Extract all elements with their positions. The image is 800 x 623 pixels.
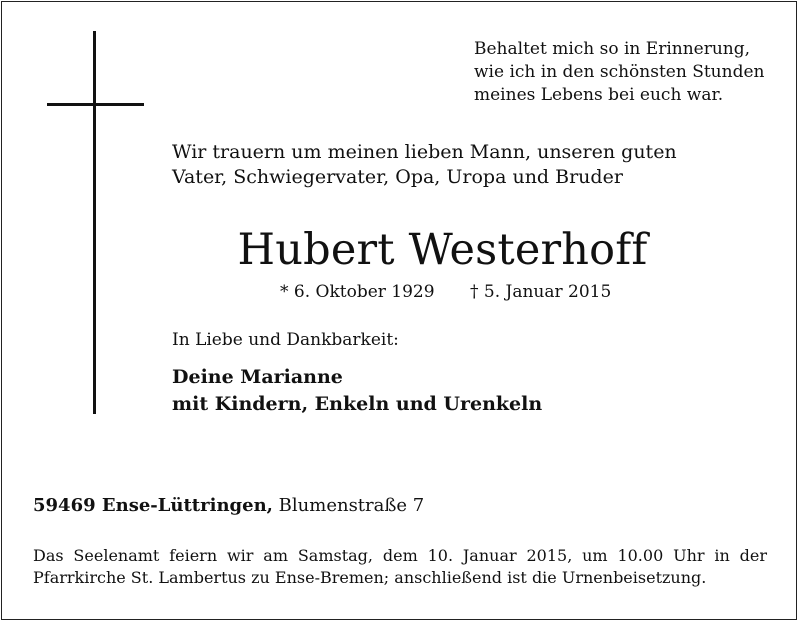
motto-line: meines Lebens bei euch war. [474,85,724,105]
mourners-list [172,364,542,418]
family-address [33,494,424,518]
birth-date: * 6. Oktober 1929 [280,282,435,302]
motto-line: Behaltet mich so in Erinnerung, [474,39,751,59]
motto-line: wie ich in den schönsten Stunden [474,62,765,82]
address-street: Blumenstraße 7 [278,495,425,516]
service-line: Pfarrkirche St. Lambertus zu Ense-Bremen; anschließend ist die Urnenbeisetzung. [33,568,707,587]
death-date: † 5. Januar 2015 [470,282,612,302]
service-line: Das Seelenamt feiern wir am Samstag, dem 10. Januar 2015, um 10.00 Uhr in der [33,546,767,565]
cross-horizontal-beam [47,103,144,106]
intro-line: Vater, Schwiegervater, Opa, Uropa und Bruder [172,166,623,188]
mourning-intro [172,140,732,190]
address-city: 59469 Ense-Lüttringen, [33,495,273,516]
mourner-line: Deine Marianne [172,366,343,388]
life-dates [280,281,612,303]
deceased-name: Hubert Westerhoff [237,225,648,275]
mourner-line: mit Kindern, Enkeln und Urenkeln [172,393,543,415]
service-announcement [33,545,767,589]
gratitude-line: In Liebe und Dankbarkeit: [172,330,399,350]
motto-verse [474,38,784,107]
intro-line: Wir trauern um meinen lieben Mann, unseren guten [172,141,677,163]
